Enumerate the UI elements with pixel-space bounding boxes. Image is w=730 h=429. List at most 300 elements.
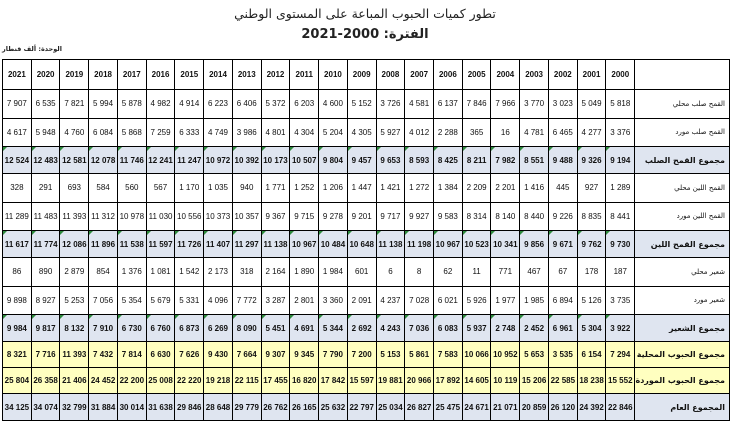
table-cell: 10 972: [204, 147, 233, 174]
table-cell: 26 827: [405, 394, 434, 421]
table-cell: 26 358: [31, 368, 60, 394]
year-header: 2011: [290, 60, 319, 90]
table-cell: 8 551: [520, 147, 549, 174]
table-cell: 4 781: [520, 118, 549, 147]
table-cell: 11 483: [31, 202, 60, 231]
table-cell: 22 797: [347, 394, 376, 421]
table-cell: 25 475: [434, 394, 463, 421]
table-cell: 5 994: [89, 90, 118, 119]
table-cell: 1 170: [175, 174, 204, 203]
row-label: مجموع القمح الصلب: [635, 147, 730, 174]
table-cell: 11 407: [204, 231, 233, 258]
table-cell: 5 304: [577, 315, 606, 342]
table-cell: 7 056: [89, 286, 118, 315]
table-cell: 7 821: [60, 90, 89, 119]
table-cell: 12 483: [31, 147, 60, 174]
table-cell: 6 730: [117, 315, 146, 342]
table-cell: 7 846: [462, 90, 491, 119]
table-cell: 32 799: [60, 394, 89, 421]
table-cell: 9 430: [204, 342, 233, 368]
year-header: 2002: [548, 60, 577, 90]
table-cell: 11 198: [405, 231, 434, 258]
table-cell: 6 894: [548, 286, 577, 315]
table-cell: 30 014: [117, 394, 146, 421]
table-cell: 26 165: [290, 394, 319, 421]
table-cell: 5 861: [405, 342, 434, 368]
table-cell: 4 237: [376, 286, 405, 315]
table-cell: 7 907: [3, 90, 32, 119]
table-cell: 5 868: [117, 118, 146, 147]
table-cell: 6 021: [434, 286, 463, 315]
table-cell: 4 277: [577, 118, 606, 147]
table-cell: 6 083: [434, 315, 463, 342]
table-cell: 3 726: [376, 90, 405, 119]
table-cell: 6 137: [434, 90, 463, 119]
year-header: 2019: [60, 60, 89, 90]
table-cell: 5 927: [376, 118, 405, 147]
table-cell: 2 288: [434, 118, 463, 147]
table-cell: 10 119: [491, 368, 520, 394]
table-cell: 5 153: [376, 342, 405, 368]
table-cell: 5 653: [520, 342, 549, 368]
table-cell: 8 132: [60, 315, 89, 342]
table-cell: 7 790: [319, 342, 348, 368]
table-cell: 10 357: [232, 202, 261, 231]
table-cell: 28 648: [204, 394, 233, 421]
table-cell: 7 772: [232, 286, 261, 315]
table-cell: 11 289: [3, 202, 32, 231]
table-cell: 9 278: [319, 202, 348, 231]
table-cell: 7 982: [491, 147, 520, 174]
table-cell: 1 035: [204, 174, 233, 203]
table-cell: 890: [31, 258, 60, 287]
table-cell: 25 034: [376, 394, 405, 421]
table-cell: 15 206: [520, 368, 549, 394]
year-header: 2006: [434, 60, 463, 90]
table-cell: 1 289: [606, 174, 635, 203]
year-header: 2017: [117, 60, 146, 90]
table-cell: 9 984: [3, 315, 32, 342]
table-cell: 1 252: [290, 174, 319, 203]
row-label: القمح صلب محلي: [635, 90, 730, 119]
table-cell: 12 581: [60, 147, 89, 174]
table-cell: 10 392: [232, 147, 261, 174]
table-cell: 601: [347, 258, 376, 287]
table-cell: 4 600: [319, 90, 348, 119]
table-cell: 11 030: [146, 202, 175, 231]
table-cell: 11 247: [175, 147, 204, 174]
table-cell: 15 552: [606, 368, 635, 394]
table-cell: 12 086: [60, 231, 89, 258]
table-row: [3, 394, 730, 421]
table-cell: 5 152: [347, 90, 376, 119]
table-cell: 1 984: [319, 258, 348, 287]
table-cell: 10 507: [290, 147, 319, 174]
table-cell: 9 804: [319, 147, 348, 174]
table-cell: 11 617: [3, 231, 32, 258]
table-cell: 16: [491, 118, 520, 147]
table-cell: 3 535: [548, 342, 577, 368]
table-cell: 693: [60, 174, 89, 203]
table-cell: 25 008: [146, 368, 175, 394]
table-cell: 2 201: [491, 174, 520, 203]
table-cell: 11 746: [117, 147, 146, 174]
table-cell: 8 927: [31, 286, 60, 315]
table-cell: 5 937: [462, 315, 491, 342]
table-cell: 11 297: [232, 231, 261, 258]
table-cell: 5 344: [319, 315, 348, 342]
table-row: [3, 342, 730, 368]
grain-sales-table: [2, 59, 730, 421]
table-cell: 19 218: [204, 368, 233, 394]
table-cell: 22 200: [117, 368, 146, 394]
table-cell: 24 671: [462, 394, 491, 421]
table-cell: 2 801: [290, 286, 319, 315]
table-cell: 9 927: [405, 202, 434, 231]
table-cell: 7 716: [31, 342, 60, 368]
table-cell: 7 966: [491, 90, 520, 119]
table-cell: 3 287: [261, 286, 290, 315]
row-label: شعير محلي: [635, 258, 730, 287]
table-cell: 25 804: [3, 368, 32, 394]
table-cell: 584: [89, 174, 118, 203]
table-cell: 1 416: [520, 174, 549, 203]
table-cell: 67: [548, 258, 577, 287]
table-cell: 22 115: [232, 368, 261, 394]
year-header: 2021: [3, 60, 32, 90]
table-cell: 9 715: [290, 202, 319, 231]
table-cell: 22 220: [175, 368, 204, 394]
table-cell: 328: [3, 174, 32, 203]
table-cell: 14 605: [462, 368, 491, 394]
table-cell: 8 835: [577, 202, 606, 231]
table-cell: 178: [577, 258, 606, 287]
table-cell: 34 125: [3, 394, 32, 421]
table-cell: 12 524: [3, 147, 32, 174]
report-title: تطور كميات الحبوب المباعة على المستوى الوطني: [234, 6, 496, 21]
table-cell: 3 770: [520, 90, 549, 119]
table-cell: 9 653: [376, 147, 405, 174]
table-cell: 1 081: [146, 258, 175, 287]
table-cell: 1 977: [491, 286, 520, 315]
table-cell: 10 952: [491, 342, 520, 368]
label-header-cell: [635, 60, 730, 90]
table-cell: 5 679: [146, 286, 175, 315]
table-cell: 10 648: [347, 231, 376, 258]
table-cell: 9 671: [548, 231, 577, 258]
row-label: القمح اللين مورد: [635, 202, 730, 231]
table-cell: 5 451: [261, 315, 290, 342]
table-cell: 8 321: [3, 342, 32, 368]
table-cell: 10 373: [204, 202, 233, 231]
table-cell: 31 638: [146, 394, 175, 421]
table-row: [3, 147, 730, 174]
table-cell: 6 154: [577, 342, 606, 368]
table-row: [3, 315, 730, 342]
table-cell: 6 084: [89, 118, 118, 147]
table-cell: 8 090: [232, 315, 261, 342]
table-cell: 3 986: [232, 118, 261, 147]
table-row: [3, 231, 730, 258]
table-cell: 6 333: [175, 118, 204, 147]
table-cell: 7 028: [405, 286, 434, 315]
year-header: 2016: [146, 60, 175, 90]
table-cell: 560: [117, 174, 146, 203]
table-cell: 5 126: [577, 286, 606, 315]
table-cell: 17 455: [261, 368, 290, 394]
row-label: مجموع الحبوب المحلية: [635, 342, 730, 368]
table-cell: 7 664: [232, 342, 261, 368]
table-cell: 11 393: [60, 202, 89, 231]
table-cell: 5 878: [117, 90, 146, 119]
table-cell: 4 914: [175, 90, 204, 119]
table-cell: 11 138: [261, 231, 290, 258]
table-cell: 5 818: [606, 90, 635, 119]
table-cell: 8 441: [606, 202, 635, 231]
year-header: 2014: [204, 60, 233, 90]
table-cell: 5 049: [577, 90, 606, 119]
table-cell: 6 961: [548, 315, 577, 342]
table-cell: 9 457: [347, 147, 376, 174]
year-header: 2001: [577, 60, 606, 90]
table-cell: 20 859: [520, 394, 549, 421]
table-cell: 11 538: [117, 231, 146, 258]
table-cell: 2 173: [204, 258, 233, 287]
table-cell: 291: [31, 174, 60, 203]
table-cell: 3 360: [319, 286, 348, 315]
table-cell: 5 926: [462, 286, 491, 315]
table-cell: 6 203: [290, 90, 319, 119]
table-cell: 8 440: [520, 202, 549, 231]
table-cell: 1 421: [376, 174, 405, 203]
unit-label: الوحدة: ألف قنطار: [2, 45, 62, 53]
table-cell: 5 253: [60, 286, 89, 315]
year-header: 2013: [232, 60, 261, 90]
table-cell: 4 581: [405, 90, 434, 119]
table-cell: 10 341: [491, 231, 520, 258]
year-header: 2009: [347, 60, 376, 90]
table-row: [3, 286, 730, 315]
table-cell: 5 204: [319, 118, 348, 147]
table-cell: 10 978: [117, 202, 146, 231]
table-cell: 6 630: [146, 342, 175, 368]
table-cell: 1 376: [117, 258, 146, 287]
row-label: القمح صلب مورد: [635, 118, 730, 147]
table-cell: 4 749: [204, 118, 233, 147]
table-cell: 6 873: [175, 315, 204, 342]
table-cell: 6 223: [204, 90, 233, 119]
table-cell: 24 392: [577, 394, 606, 421]
row-label: مجموع الشعير: [635, 315, 730, 342]
table-cell: 9 762: [577, 231, 606, 258]
row-label: القمح اللين محلي: [635, 174, 730, 203]
table-cell: 5 948: [31, 118, 60, 147]
table-cell: 25 632: [319, 394, 348, 421]
table-cell: 4 801: [261, 118, 290, 147]
table-cell: 4 617: [3, 118, 32, 147]
table-cell: 7 432: [89, 342, 118, 368]
table-cell: 6 535: [31, 90, 60, 119]
table-cell: 467: [520, 258, 549, 287]
table-cell: 2 692: [347, 315, 376, 342]
year-header: 2012: [261, 60, 290, 90]
table-cell: 7 200: [347, 342, 376, 368]
year-header: 2007: [405, 60, 434, 90]
table-cell: 3 922: [606, 315, 635, 342]
table-cell: 567: [146, 174, 175, 203]
table-cell: 6: [376, 258, 405, 287]
table-cell: 9 326: [577, 147, 606, 174]
table-cell: 7 910: [89, 315, 118, 342]
table-cell: 16 820: [290, 368, 319, 394]
table-cell: 9 817: [31, 315, 60, 342]
table-cell: 9 307: [261, 342, 290, 368]
table-cell: 34 074: [31, 394, 60, 421]
table-cell: 26 762: [261, 394, 290, 421]
year-header: 2018: [89, 60, 118, 90]
table-cell: 9 856: [520, 231, 549, 258]
year-header: 2020: [31, 60, 60, 90]
period-title: الفترة: 2000-2021: [301, 27, 429, 42]
table-cell: 318: [232, 258, 261, 287]
table-cell: 8 314: [462, 202, 491, 231]
table-cell: 8 593: [405, 147, 434, 174]
table-cell: 62: [434, 258, 463, 287]
table-cell: 10 173: [261, 147, 290, 174]
table-row: [3, 174, 730, 203]
table-cell: 4 691: [290, 315, 319, 342]
table-cell: 3 376: [606, 118, 635, 147]
table-cell: 445: [548, 174, 577, 203]
row-label: مجموع الحبوب الموردة: [635, 368, 730, 394]
year-header: 2003: [520, 60, 549, 90]
table-cell: 8: [405, 258, 434, 287]
table-cell: 22 585: [548, 368, 577, 394]
table-cell: 5 354: [117, 286, 146, 315]
table-cell: 26 120: [548, 394, 577, 421]
table-cell: 7 294: [606, 342, 635, 368]
table-cell: 11 726: [175, 231, 204, 258]
table-cell: 1 447: [347, 174, 376, 203]
table-row: [3, 202, 730, 231]
table-cell: 5 331: [175, 286, 204, 315]
table-cell: 11 774: [31, 231, 60, 258]
table-cell: 9 226: [548, 202, 577, 231]
table-cell: 1 771: [261, 174, 290, 203]
table-cell: 854: [89, 258, 118, 287]
table-cell: 1 206: [319, 174, 348, 203]
table-cell: 1 272: [405, 174, 434, 203]
table-cell: 3 023: [548, 90, 577, 119]
year-header: 2010: [319, 60, 348, 90]
table-cell: 10 484: [319, 231, 348, 258]
table-cell: 11 597: [146, 231, 175, 258]
table-cell: 7 583: [434, 342, 463, 368]
table-cell: 4 096: [204, 286, 233, 315]
table-row: [3, 368, 730, 394]
table-cell: 4 012: [405, 118, 434, 147]
table-cell: 9 201: [347, 202, 376, 231]
table-cell: 7 814: [117, 342, 146, 368]
table-cell: 6 465: [548, 118, 577, 147]
table-cell: 20 966: [405, 368, 434, 394]
table-cell: 11 312: [89, 202, 118, 231]
year-header: 2005: [462, 60, 491, 90]
table-cell: 8 211: [462, 147, 491, 174]
table-row: [3, 258, 730, 287]
table-cell: 1 890: [290, 258, 319, 287]
table-cell: 10 556: [175, 202, 204, 231]
table-cell: 940: [232, 174, 261, 203]
table-cell: 12 241: [146, 147, 175, 174]
year-header: 2008: [376, 60, 405, 90]
table-cell: 2 879: [60, 258, 89, 287]
table-row: [3, 90, 730, 119]
table-cell: 7 036: [405, 315, 434, 342]
table-cell: 187: [606, 258, 635, 287]
table-cell: 9 488: [548, 147, 577, 174]
table-cell: 10 967: [434, 231, 463, 258]
table-cell: 12 078: [89, 147, 118, 174]
row-label: شعير مورد: [635, 286, 730, 315]
year-header: 2000: [606, 60, 635, 90]
table-cell: 2 164: [261, 258, 290, 287]
table-cell: 31 884: [89, 394, 118, 421]
table-cell: 365: [462, 118, 491, 147]
table-cell: 5 372: [261, 90, 290, 119]
table-cell: 8 425: [434, 147, 463, 174]
table-cell: 2 452: [520, 315, 549, 342]
table-cell: 9 898: [3, 286, 32, 315]
table-cell: 11 138: [376, 231, 405, 258]
row-label: المجموع العام: [635, 394, 730, 421]
table-cell: 4 982: [146, 90, 175, 119]
table-cell: 927: [577, 174, 606, 203]
table-cell: 11 896: [89, 231, 118, 258]
table-cell: 11: [462, 258, 491, 287]
year-header-row: [3, 60, 730, 90]
table-cell: 2 209: [462, 174, 491, 203]
table-cell: 18 238: [577, 368, 606, 394]
table-cell: 9 730: [606, 231, 635, 258]
table-cell: 4 305: [347, 118, 376, 147]
row-label: مجموع القمح اللين: [635, 231, 730, 258]
table-cell: 9 194: [606, 147, 635, 174]
table-cell: 2 091: [347, 286, 376, 315]
table-cell: 6 406: [232, 90, 261, 119]
table-cell: 6 269: [204, 315, 233, 342]
table-cell: 86: [3, 258, 32, 287]
table-cell: 24 452: [89, 368, 118, 394]
table-cell: 771: [491, 258, 520, 287]
table-cell: 10 967: [290, 231, 319, 258]
table-cell: 17 892: [434, 368, 463, 394]
table-cell: 9 717: [376, 202, 405, 231]
table-cell: 9 367: [261, 202, 290, 231]
table-cell: 2 748: [491, 315, 520, 342]
table-cell: 3 735: [606, 286, 635, 315]
table-cell: 9 583: [434, 202, 463, 231]
table-cell: 7 626: [175, 342, 204, 368]
table-cell: 10 066: [462, 342, 491, 368]
table-cell: 19 881: [376, 368, 405, 394]
table-cell: 22 846: [606, 394, 635, 421]
table-cell: 9 345: [290, 342, 319, 368]
year-header: 2015: [175, 60, 204, 90]
table-cell: 4 304: [290, 118, 319, 147]
table-cell: 8 140: [491, 202, 520, 231]
table-cell: 21 071: [491, 394, 520, 421]
